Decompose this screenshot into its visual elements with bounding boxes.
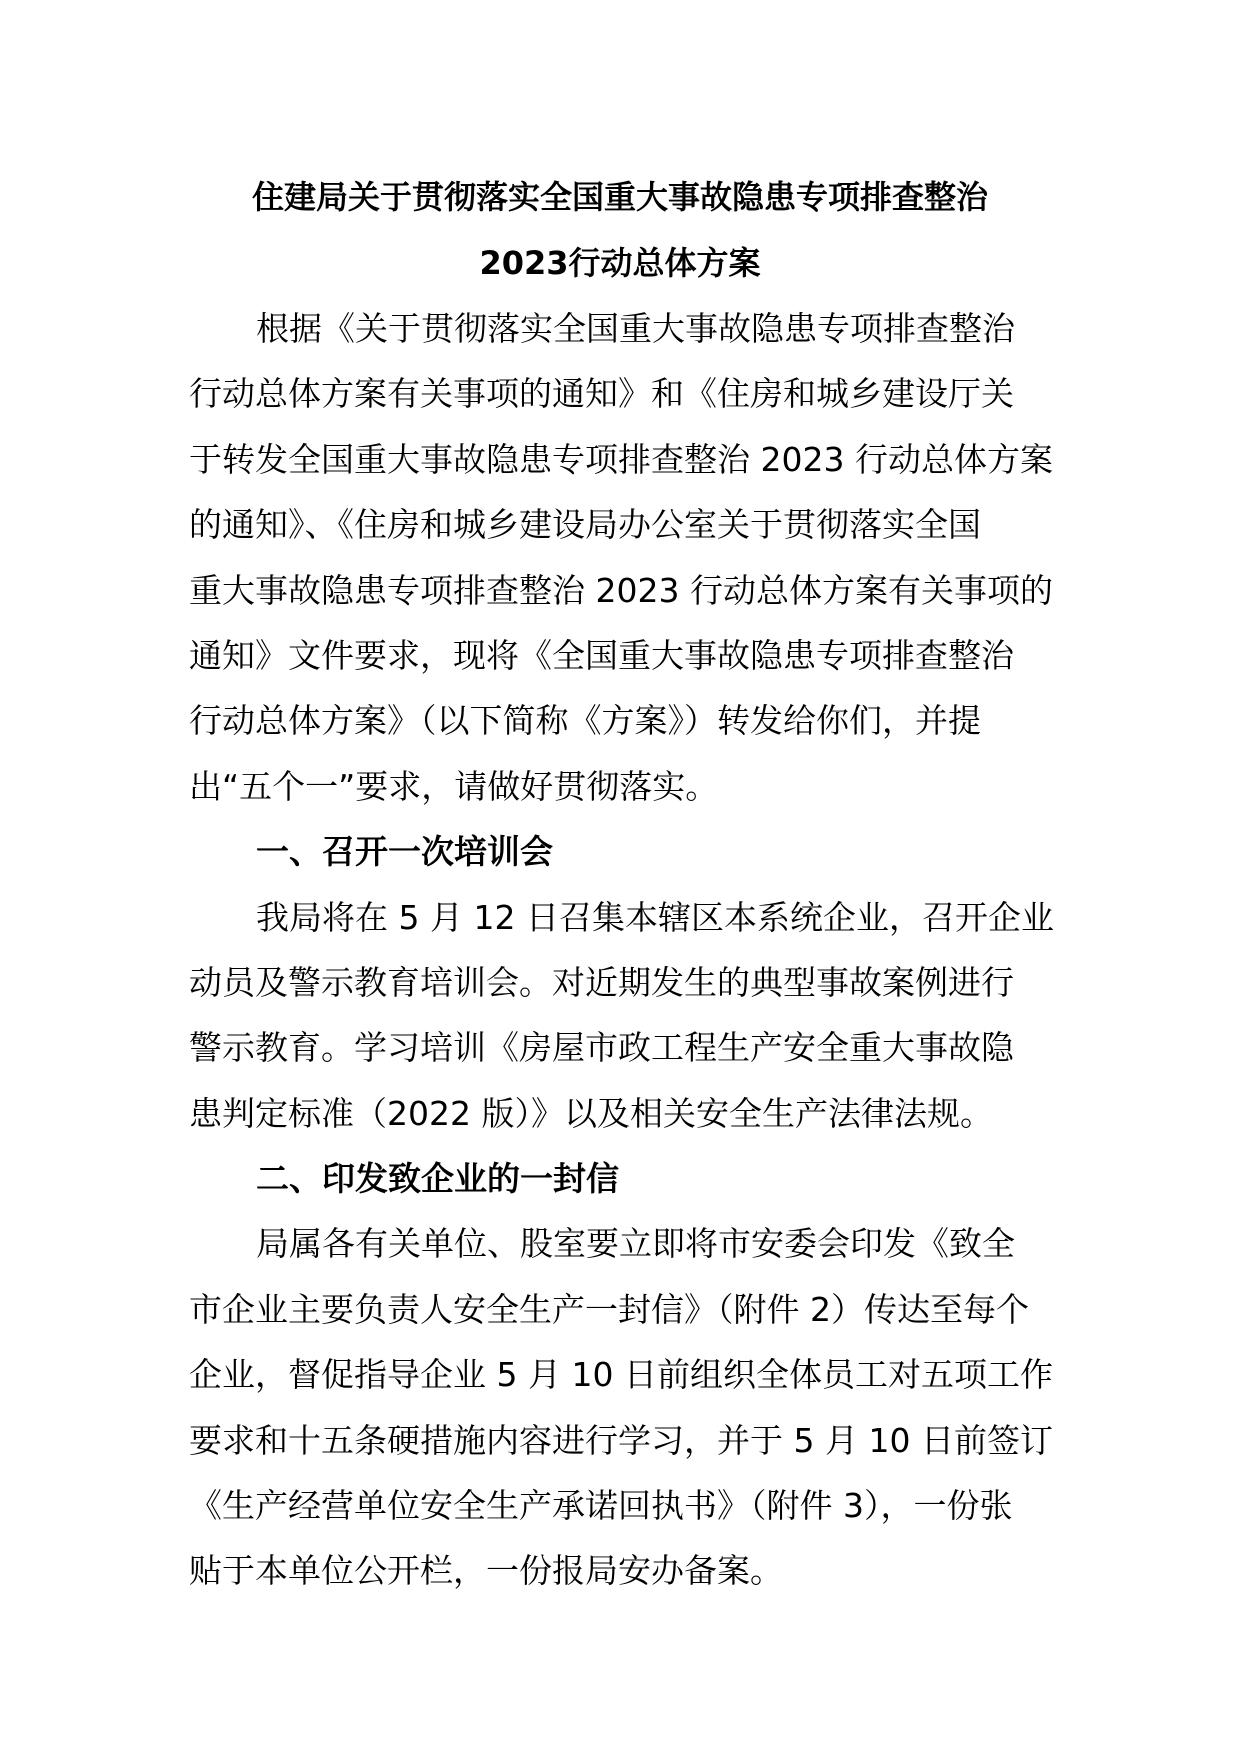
paragraph-line: 行动总体方案有关事项的通知》和《住房和城乡建设厅关 [189, 374, 1014, 414]
document-title [0, 164, 1240, 296]
section-heading-1: 一、召开一次培训会 [256, 832, 553, 872]
paragraph-line: 贴于本单位公开栏，一份报局安办备案。 [189, 1551, 783, 1591]
paragraph-line: 于转发全国重大事故隐患专项排查整治 2023 行动总体方案 [189, 439, 1053, 479]
paragraph-line: 通知》文件要求，现将《全国重大事故隐患专项排查整治 [189, 635, 1014, 675]
paragraph-line: 《生产经营单位安全生产承诺回执书》（附件 3），一份张 [189, 1486, 1013, 1526]
paragraph-line: 企业，督促指导企业 5 月 10 日前组织全体员工对五项工作 [189, 1355, 1053, 1395]
title-line-2: 2023行动总体方案 [479, 244, 761, 282]
paragraph-line: 重大事故隐患专项排查整治 2023 行动总体方案有关事项的 [189, 570, 1053, 610]
paragraph-line: 要求和十五条硬措施内容进行学习，并于 5 月 10 日前签订 [189, 1420, 1053, 1460]
paragraph-line: 局属各有关单位、股室要立即将市安委会印发《致全 [256, 1224, 1015, 1264]
paragraph-line: 患判定标准（2022 版）》以及相关安全生产法律法规。 [189, 1093, 993, 1133]
paragraph-line: 行动总体方案》（以下简称《方案》）转发给你们，并提 [189, 701, 981, 741]
paragraph-line: 我局将在 5 月 12 日召集本辖区本系统企业，召开企业 [256, 897, 1054, 937]
paragraph-line: 出“五个一”要求，请做好贯彻落实。 [189, 766, 719, 806]
paragraph-line: 动员及警示教育培训会。对近期发生的典型事故案例进行 [189, 962, 1014, 1002]
paragraph-line: 的通知》、《住房和城乡建设局办公室关于贯彻落实全国 [189, 505, 981, 545]
paragraph-line: 根据《关于贯彻落实全国重大事故隐患专项排查整治 [256, 309, 1015, 348]
paragraph-line: 警示教育。学习培训《房屋市政工程生产安全重大事故隐 [189, 1028, 1014, 1068]
paragraph-line: 市企业主要负责人安全生产一封信》（附件 2）传达至每个 [189, 1289, 1029, 1329]
section-heading-2: 二、印发致企业的一封信 [256, 1159, 619, 1199]
title-line-1: 住建局关于贯彻落实全国重大事故隐患专项排查整治 [251, 178, 988, 216]
document-body [189, 296, 1069, 1604]
